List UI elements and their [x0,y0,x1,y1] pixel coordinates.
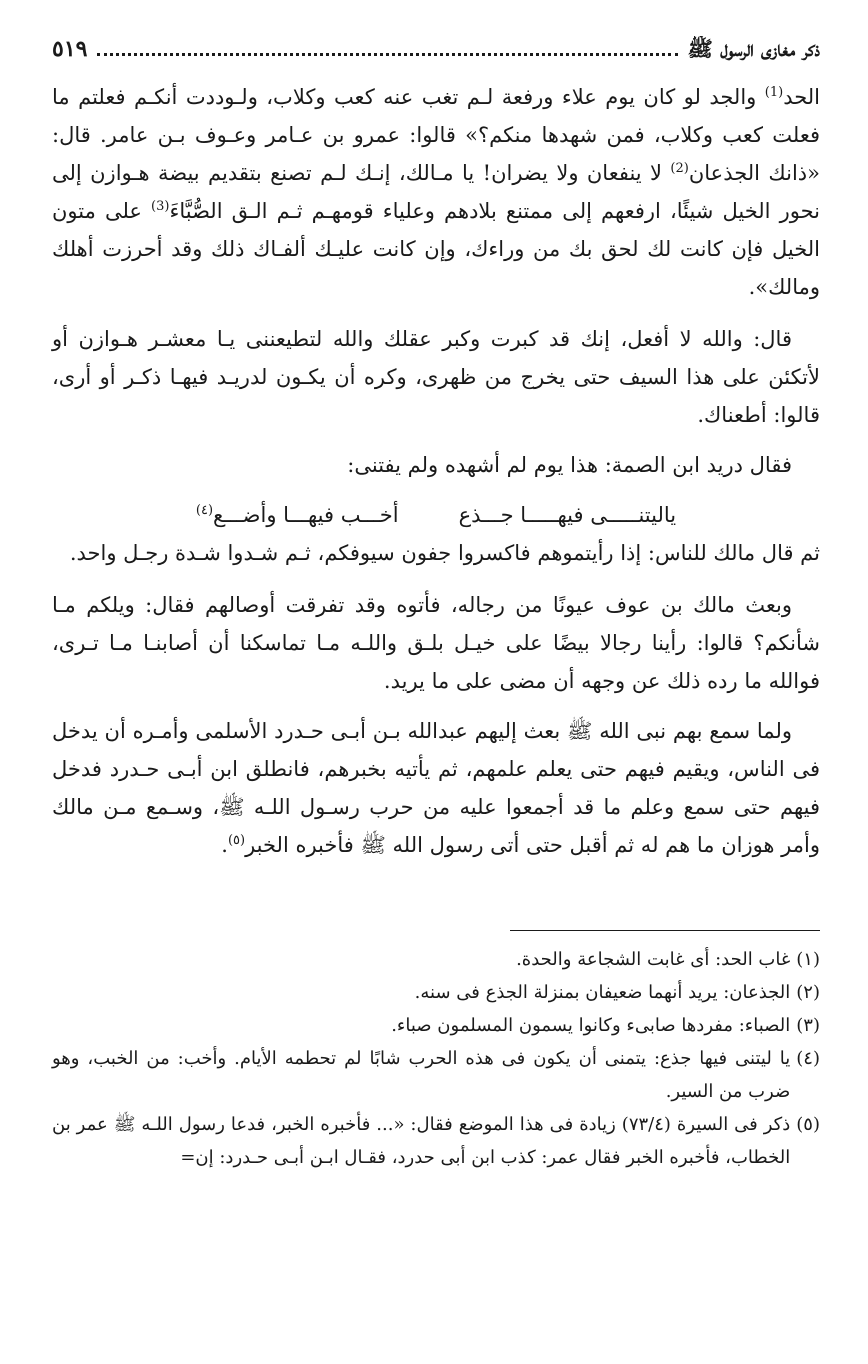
footnote-number: (٢) [796,982,820,1003]
footnote-number: (٣) [796,1015,820,1036]
footnote-number: (٤) [796,1048,820,1069]
paragraph-text: ولما سمع بهم نبى الله ﷺ بعث إليهم عبدالله بـن أبـى حـدرد الأسلمى وأمـره أن يدخل فى الناس، ويقيم فيهم حتى يعلم علمهم، ثم يأتيه بخبرهم، فانطلق ابن أبـى حـدرد فدخل فيهم حتى سمع وعلم ما قد أجمعوا عليه من حرب رسـول اللـه ﷺ، وسـمع مـن مالك وأمر هوزان ما هم له ثم أقبل حتى أتى رسول الله ﷺ فأخبره الخبر [52,719,820,857]
footnote-text: الجذعان: يريد أنهما ضعيفان بمنزلة الجذع فى سنه. [414,982,791,1003]
paragraph-text: قال: والله لا أفعل، إنك قد كبرت وكبر عقلك والله لتطيعننى يـا معشـر هـوازن أو لأتكئن على هذا السيف حتى يخرج من ظهرى، وكره أن يكـون لدريـد فيهـا ذكـر أو أرى، قالوا: أطعناك. [52,327,820,427]
main-text [52,78,820,864]
footnote-text: ذكر فى السيرة (٧٣/٤) زيادة فى هذا الموضع فقال: «... فأخبره الخبر، فدعا رسول اللـه ﷺ عمر بن الخطاب، فأخبره الخبر فقال عمر: كذب ابن أبى حدرد، فقـال ابـن أبـى حـدرد: إن= [52,1114,791,1168]
paragraph-text: الحد [783,85,820,109]
footnote-separator [510,930,820,931]
paragraph [52,586,820,700]
paragraph [52,446,820,484]
paragraph [52,712,820,864]
footnote-item [52,976,820,1009]
verse-second-text: أخـــب فيهـــا وأضـــع [213,503,399,527]
paragraph [52,320,820,434]
paragraph-text: والجد لو كان يوم علاء ورفعة لـم تغب عنه كعب وكلاب، ولـوددت أنكـم فعلتم ما فعلت كعب وكلاب، فمن شهدها منكم؟» قالوا: عمرو بن عـامر وعـوف بـن عامر. قال: «ذانك الجذعان [52,85,820,185]
footnote-number: (١) [796,949,820,970]
footnote-text: يا ليتنى فيها جذع: يتمنى أن يكون فى هذه الحرب شابًا لم تحطمه الأيام. وأخب: من الخبب، وهو ضرب من السير. [52,1048,791,1102]
footnote-text: الصباء: مفردها صابىء وكانوا يسمون المسلمون صباء. [391,1015,791,1036]
footnote-marker: (2) [670,161,689,176]
running-head [52,36,820,78]
verse-second-hemistich [196,496,399,534]
paragraph-group-before-verse [52,78,820,484]
paragraph [52,534,820,572]
page-number: ٥١٩ [52,36,88,62]
chapter-title: ذكر مغازى الرسول ﷺ [687,36,820,61]
footnote-text: غاب الحد: أى غابت الشجاعة والحدة. [516,949,791,970]
paragraph-text: . [221,833,228,857]
poetry-verse [52,496,820,534]
footnote-item [52,943,820,976]
footnote-number: (٥) [796,1114,820,1135]
paragraph-text: ثم قال مالك للناس: إذا رأيتموهم فاكسروا جفون سيوفكم، ثـم شـدوا شـدة رجـل واحد. [69,541,820,565]
footnote-item [52,1108,820,1174]
paragraph-text: لا ينفعان ولا يضران! يا مـالك، إنـك لـم تصنع بتقديم بيضة هـوازن إلى نحور الخيل شيئًا، ارفعهم إلى ممتنع بلادهم وعلياء قومهـم ثـم الـق الصُّبَّاءَ [52,161,820,223]
footnote-item [52,1009,820,1042]
paragraph [52,78,820,306]
footnote-marker: (1) [764,85,784,100]
dot-leader [97,53,677,56]
footnote-marker: (٤) [195,503,214,518]
footnotes [52,943,820,1174]
paragraph-group-after-verse [52,534,820,864]
footnote-item [52,1042,820,1108]
paragraph-text: وبعث مالك بن عوف عيونًا من رجاله، فأتوه وقد تفرقت أوصالهم فقال: ويلكم مـا شأنكم؟ قالوا: رأينا رجالا بيضًا على خيـل بلـق واللـه مـا تماسكنا أن أصابنـا مـا تـرى، فوالله ما رده ذلك عن وجهه أن مضى على ما يريد. [52,593,820,693]
footnote-marker: (3) [151,199,170,214]
paragraph-text: فقال دريد ابن الصمة: هذا يوم لم أشهده ولم يفتنى: [347,453,792,477]
paragraph-text: على متون الخيل فإن كانت لك لحق بك من وراءك، وإن كانت عليـك ألفـاك ذلك وقد أحرزت أهلك ومالك». [52,199,820,299]
verse-first-hemistich: ياليتنـــــى فيهـــــا جـــذع [458,503,677,527]
footnote-marker: (٥) [227,833,246,848]
